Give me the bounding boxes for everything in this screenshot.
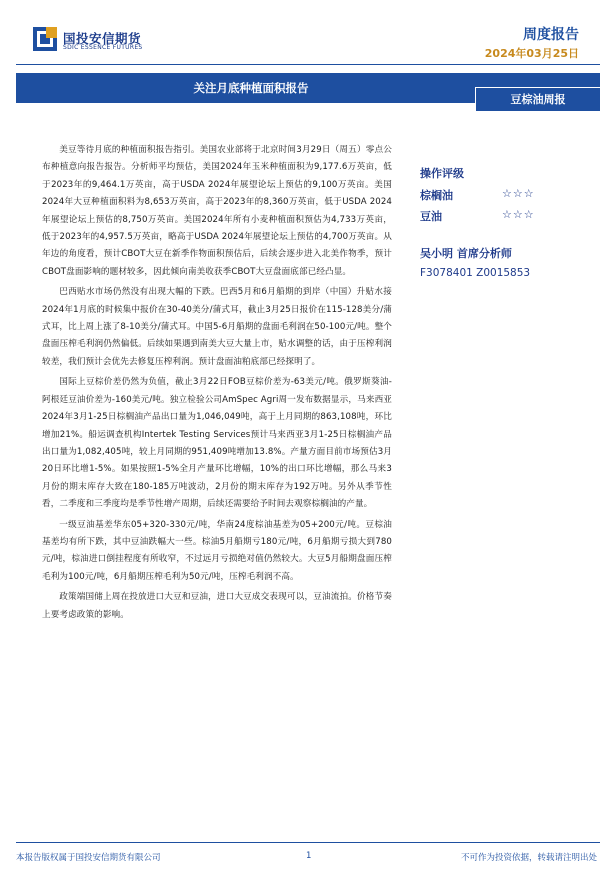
rating-name: 豆油: [420, 210, 442, 223]
title-banner: [16, 73, 600, 106]
body-paragraph: 美豆等待月底的种植面积报告指引。美国农业部将于北京时间3月29日（周五）零点公布种植意向报告报告。分析师平均预估，美国2024年玉米种植面积为9,177.6万英亩，低于2023年的9,464.1万英亩，高于USDA 2024年展望论坛上预估的9,100万英亩。美国2024年大豆种植面积料为8,653万英亩，高于2023年的8,360万英亩，低于USDA 2024年展望论坛上预估的8,750万英亩。美国2024年所有小麦种植面积预估为4,733万英亩，低于2023年的4,957.5万英亩，略高于USDA 2024年展望论坛上预估的4,700万英亩。从年边的角度看，预计CBOT大豆在新季作物面积预估后，后续会逐步进入北美作物季，预计CBOT盘面影响的题材较多，因此倾向南美收获季CBOT大豆盘面底部已经凸显。: [42, 145, 392, 277]
body-paragraph: 巴西贴水市场仍然没有出现大幅的下跌。巴西5月和6月船期的到岸（中国）升贴水接2024年1月底的时候集中报价在30-40美分/蒲式耳，截止3月25日报价在115-128美分/蒲式耳，比上周上涨了8-10美分/蒲式耳。中国5-6月船期的盘面毛利润在50-100元/吨。整个盘面压榨毛利润仍然偏低。后续如果遇到南美大豆大量上市，贴水调整的话，由于压榨利润较差，我们预计会优先去修复压榨利润。预计盘面油粕底部已经探明了。: [42, 287, 392, 367]
star-rating-icon: ☆☆☆: [502, 187, 535, 200]
rating-title: 操作评级: [420, 167, 464, 180]
body-paragraph: 政策端国储上周在投放进口大豆和豆油，进口大豆成交表现可以，豆油流拍。价格节奏上要考虑政策的影响。: [42, 592, 392, 620]
report-title: 关注月底种植面积报告: [193, 81, 309, 95]
page-number: 1: [306, 851, 312, 861]
footer-disclaimer: 不可作为投资依据，转载请注明出处: [460, 853, 597, 863]
category-tab: 豆棕油周报: [475, 87, 600, 112]
body-paragraph: 国际上豆棕价差仍然为负值，截止3月22日FOB豆棕价差为-63美元/吨。俄罗斯葵油-阿根廷豆油价差为-160美元/吨。独立检验公司AmSpec Agri周一发布数据显示，马来西亚2024年3月1-25日棕榈油产品出口量为1,046,049吨，高于上月同期的863,108吨，环比增加21%。船运调查机构Intertek Testing Services预计马来西亚3月1-25日棕榈油产品出口量为1,082,405吨，较上月同期的951,409吨增加13.8%。产量方面目前市场预估3月20日环比增1-5%。如果按照1-5%全月产量环比增幅，10%的出口环比增幅，那么马来3月份的期末库存大致在180-185万吨波动，2月份的期末库存为192万吨。另外从季节性看，二季度和三季度均是季节性增产周期，后续还需要给予时间去观察棕榈油的产量。: [42, 377, 392, 510]
footer-copyright: 本报告版权属于国投安信期货有限公司: [16, 853, 161, 863]
logo-chinese: 国投安信期货: [63, 31, 142, 46]
star-rating-icon: ☆☆☆: [502, 208, 535, 221]
sidebar: [420, 165, 590, 279]
rating-name: 棕榈油: [420, 189, 453, 202]
header-rule: [16, 64, 600, 65]
analyst-name: 吴小明 首席分析师: [420, 247, 512, 260]
report-date: 2024年03月25日: [484, 47, 579, 60]
footer-rule: [16, 842, 600, 843]
logo-mark-icon: [33, 27, 57, 51]
body-paragraph: 一级豆油基差华东05+320-330元/吨，华南24度棕油基差为05+200元/吨。豆棕油基差均有所下跌，其中豆油跌幅大一些。棕油5月船期亏180元/吨，6月船期亏损大到780元/吨，棕油进口倒挂程度有所收窄，不过远月亏损绝对值仍然较大。大豆5月船期盘面压榨毛利为100元/吨，6月船期压榨毛利为50元/吨，压榨毛利润不高。: [42, 519, 392, 582]
analyst-licenses: F3078401 Z0015853: [420, 267, 531, 279]
report-body: [42, 142, 392, 627]
rating-row: [420, 208, 590, 229]
report-type: 周度报告: [523, 27, 579, 43]
company-logo: [33, 27, 158, 55]
rating-row: [420, 187, 590, 208]
logo-english: SDIC ESSENCE FUTURES: [63, 44, 143, 51]
